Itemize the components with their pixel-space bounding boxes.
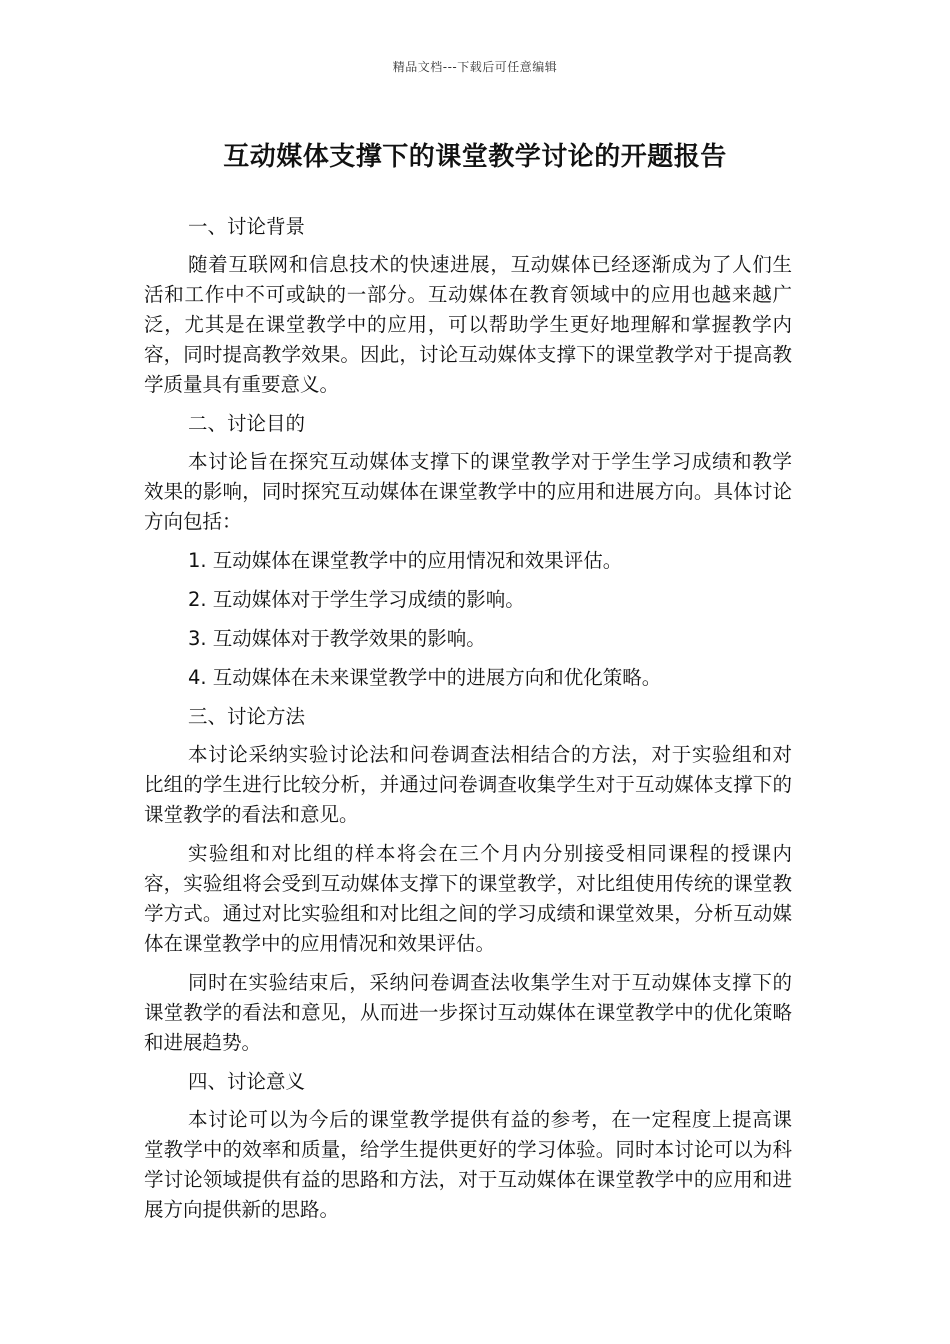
paragraph-background: 随着互联网和信息技术的快速进展，互动媒体已经逐渐成为了人们生活和工作中不可或缺的一部分。互动媒体在教育领域中的应用也越来越广泛，尤其是在课堂教学中的应用，可以帮助学生更好地理解和掌握教学内容，同时提高教学效果。因此，讨论互动媒体支撑下的课堂教学对于提高教学质量具有重要意义。 [144,253,792,396]
page-header-note: 精品文档---下载后可任意编辑 [392,60,558,74]
section-heading-purpose: 二、讨论目的 [188,412,306,435]
paragraph-method-3: 同时在实验结束后，采纳问卷调查法收集学生对于互动媒体支撑下的课堂教学的看法和意见，从而进一步探讨互动媒体在课堂教学中的优化策略和进展趋势。 [144,971,792,1054]
paragraph-significance: 本讨论可以为今后的课堂教学提供有益的参考，在一定程度上提高课堂教学中的效率和质量，给学生提供更好的学习体验。同时本讨论可以为科学讨论领域提供有益的思路和方法，对于互动媒体在课堂教学中的应用和进展方向提供新的思路。 [144,1108,792,1221]
paragraph-method-1: 本讨论采纳实验讨论法和问卷调查法相结合的方法，对于实验组和对比组的学生进行比较分析，并通过问卷调查收集学生对于互动媒体支撑下的课堂教学的看法和意见。 [144,743,792,826]
paragraph-purpose: 本讨论旨在探究互动媒体支撑下的课堂教学对于学生学习成绩和教学效果的影响，同时探究互动媒体在课堂教学中的应用和进展方向。具体讨论方向包括： [144,450,792,533]
list-item: 1. 互动媒体在课堂教学中的应用情况和效果评估。 [188,549,623,572]
section-heading-background: 一、讨论背景 [188,215,306,238]
section-heading-method: 三、讨论方法 [188,705,306,728]
document-title: 互动媒体支撑下的课堂教学讨论的开题报告 [223,142,727,172]
paragraph-method-2: 实验组和对比组的样本将会在三个月内分别接受相同课程的授课内容，实验组将会受到互动媒体支撑下的课堂教学，对比组使用传统的课堂教学方式。通过对比实验组和对比组之间的学习成绩和课堂效果，分析互动媒体在课堂教学中的应用情况和效果评估。 [144,842,792,955]
list-item: 2. 互动媒体对于学生学习成绩的影响。 [188,588,525,611]
section-heading-significance: 四、讨论意义 [188,1070,306,1093]
document-body [144,212,792,1234]
list-item: 4. 互动媒体在未来课堂教学中的进展方向和优化策略。 [188,666,662,689]
list-item: 3. 互动媒体对于教学效果的影响。 [188,627,486,650]
